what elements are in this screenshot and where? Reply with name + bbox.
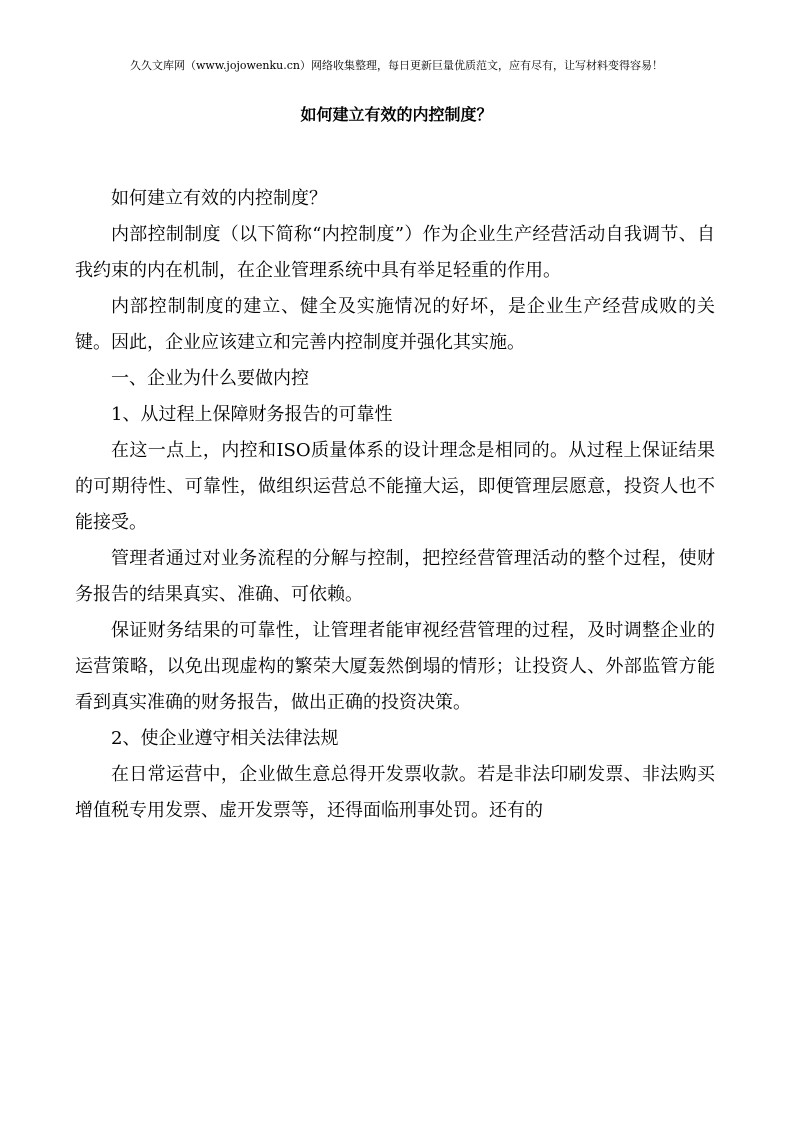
paragraph-importance: 内部控制制度的建立、健全及实施情况的好坏，是企业生产经营成败的关键。因此，企业应该建立和完善内控制度并强化其实施。 — [75, 296, 715, 353]
page-header: 久久文库网（www.jojowenku.cn）网络收集整理，每日更新巨量优质范文，应有尽有，让写材料变得容易！ — [129, 59, 663, 72]
subsection-heading-reliability: 1、从过程上保障财务报告的可靠性 — [111, 404, 393, 425]
paragraph-iso-comparison: 在这一点上，内控和ISO质量体系的设计理念是相同的。从过程上保证结果的可期待性、可靠性，做组织运营总不能撞大运，即便管理层愿意，投资人也不能接受。 — [75, 440, 715, 533]
document-body — [75, 181, 715, 829]
document-title: 如何建立有效的内控制度？ — [300, 105, 493, 124]
subsection-heading-compliance: 2、使企业遵守相关法律法规 — [111, 728, 339, 749]
paragraph-intro-question: 如何建立有效的内控制度？ — [111, 188, 327, 209]
paragraph-process-control: 管理者通过对业务流程的分解与控制，把控经营管理活动的整个过程，使财务报告的结果真实、准确、可依赖。 — [75, 548, 715, 605]
paragraph-definition: 内部控制制度（以下简称“内控制度”）作为企业生产经营活动自我调节、自我约束的内在机制，在企业管理系统中具有举足轻重的作用。 — [75, 224, 715, 281]
paragraph-invoices: 在日常运营中，企业做生意总得开发票收款。若是非法印刷发票、非法购买增值税专用发票、虚开发票等，还得面临刑事处罚。还有的 — [75, 764, 715, 821]
paragraph-financial-reliability: 保证财务结果的可靠性，让管理者能审视经营管理的过程，及时调整企业的运营策略，以免出现虚构的繁荣大厦轰然倒塌的情形；让投资人、外部监管方能看到真实准确的财务报告，做出正确的投资决策。 — [75, 620, 715, 713]
section-heading-why: 一、企业为什么要做内控 — [111, 368, 309, 389]
